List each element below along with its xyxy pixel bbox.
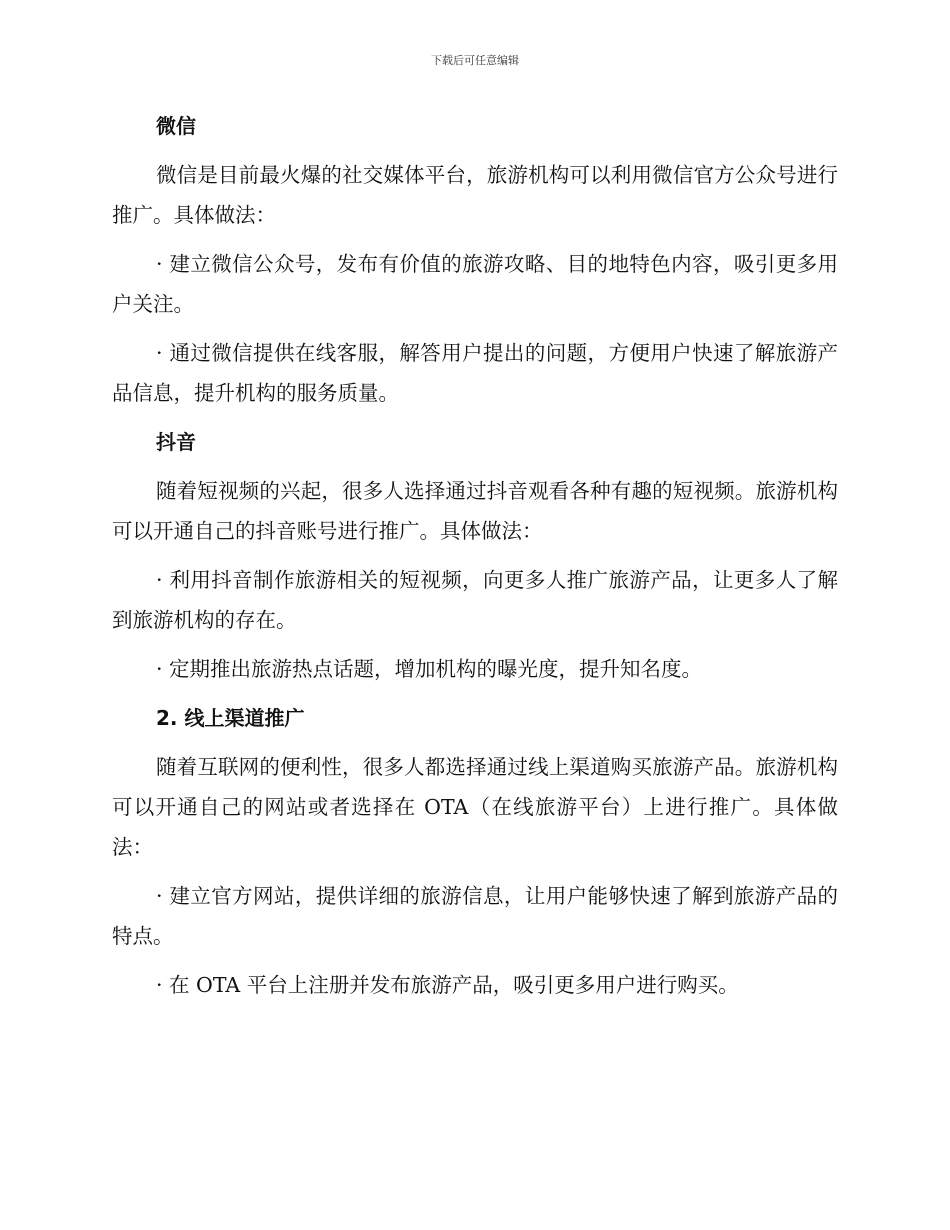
heading-douyin: 抖音 — [156, 430, 196, 454]
para-douyin-intro: 随着短视频的兴起，很多人选择通过抖音观看各种有趣的短视频。旅游机构可以开通自己的抖音账号进行推广。具体做法： — [112, 479, 838, 543]
bullet-online-1: · 建立官方网站，提供详细的旅游信息，让用户能够快速了解到旅游产品的特点。 — [112, 884, 838, 948]
bullet-wechat-2: · 通过微信提供在线客服，解答用户提出的问题，方便用户快速了解旅游产品信息，提升机构的服务质量。 — [112, 341, 838, 405]
bullet-online-2: · 在 OTA 平台上注册并发布旅游产品，吸引更多用户进行购买。 — [156, 973, 739, 997]
bullet-douyin-1: · 利用抖音制作旅游相关的短视频，向更多人推广旅游产品，让更多人了解到旅游机构的存在。 — [112, 568, 838, 632]
bullet-douyin-2: · 定期推出旅游热点话题，增加机构的曝光度，提升知名度。 — [156, 657, 703, 681]
heading-online-channels: 2. 线上渠道推广 — [156, 706, 305, 730]
heading-wechat: 微信 — [156, 114, 196, 138]
bullet-wechat-1: · 建立微信公众号，发布有价值的旅游攻略、目的地特色内容，吸引更多用户关注。 — [112, 252, 838, 316]
page-header: 下载后可任意编辑 — [431, 54, 519, 67]
para-online-intro: 随着互联网的便利性，很多人都选择通过线上渠道购买旅游产品。旅游机构可以开通自己的网站或者选择在 OTA（在线旅游平台）上进行推广。具体做法： — [112, 755, 838, 859]
para-wechat-intro: 微信是目前最火爆的社交媒体平台，旅游机构可以利用微信官方公众号进行推广。具体做法： — [112, 163, 838, 227]
document-body — [112, 106, 838, 1014]
